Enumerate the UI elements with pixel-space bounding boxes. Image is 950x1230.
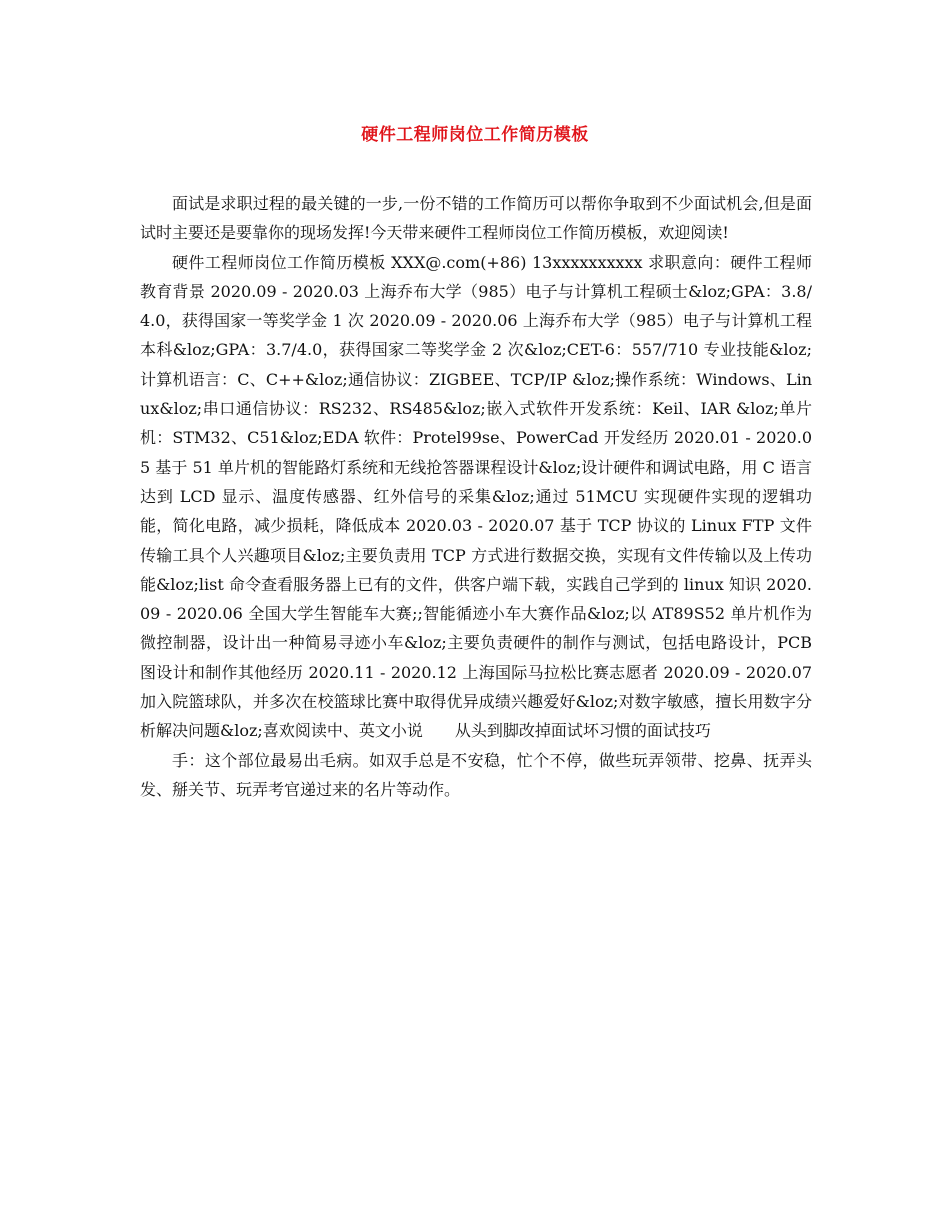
document-title: 硬件工程师岗位工作简历模板: [361, 125, 589, 145]
intro-paragraph: 面试是求职过程的最关键的一步,一份不错的工作简历可以帮你争取到不少面试机会,但是面试时主要还是要靠你的现场发挥!今天带来硬件工程师岗位工作简历模板，欢迎阅读!: [140, 194, 812, 243]
tips-paragraph: 手：这个部位最易出毛病。如双手总是不安稳，忙个不停，做些玩弄领带、挖鼻、抚弄头发、掰关节、玩弄考官递过来的名片等动作。: [140, 750, 812, 799]
document-body: [140, 189, 812, 804]
resume-paragraph: 硬件工程师岗位工作简历模板 XXX@.com(+86) 13xxxxxxxxxx 求职意向：硬件工程师教育背景 2020.09 - 2020.03 上海乔布大学（985）电子与计算机工程硕士&loz;GPA：3.8/4.0，获得国家一等奖学金 1 次 2020.09 - 2020.06 上海乔布大学（985）电子与计算机工程本科&loz;GPA：3.7/4.0，获得国家二等奖学金 2 次&loz;CET-6：557/710 专业技能&loz;计算机语言：C、C++&loz;通信协议：ZIGBEE、TCP/IP &loz;操作系统：Windows、Linux&loz;串口通信协议：RS232、RS485&loz;嵌入式软件开发系统：Keil、IAR &loz;单片机：STM32、C51&loz;EDA 软件：Protel99se、PowerCad 开发经历 2020.01 - 2020.05 基于 51 单片机的智能路灯系统和无线抢答器课程设计&loz;设计硬件和调试电路，用 C 语言达到 LCD 显示、温度传感器、红外信号的采集&loz;通过 51MCU 实现硬件实现的逻辑功能，简化电路，减少损耗，降低成本 2020.03 - 2020.07 基于 TCP 协议的 Linux FTP 文件传输工具个人兴趣项目&loz;主要负责用 TCP 方式进行数据交换，实现有文件传输以及上传功能&loz;list 命令查看服务器上已有的文件，供客户端下载，实践自己学到的 linux 知识 2020.09 - 2020.06 全国大学生智能车大赛;;智能循迹小车大赛作品&loz;以 AT89S52 单片机作为微控制器，设计出一种简易寻迹小车&loz;主要负责硬件的制作与测试，包括电路设计，PCB 图设计和制作其他经历 2020.11 - 2020.12 上海国际马拉松比赛志愿者 2020.09 - 2020.07 加入院篮球队，并多次在校篮球比赛中取得优异成绩兴趣爱好&loz;对数字敏感，擅长用数字分析解决问题&loz;喜欢阅读中、英文小说 从头到脚改掉面试坏习惯的面试技巧: [140, 252, 812, 741]
